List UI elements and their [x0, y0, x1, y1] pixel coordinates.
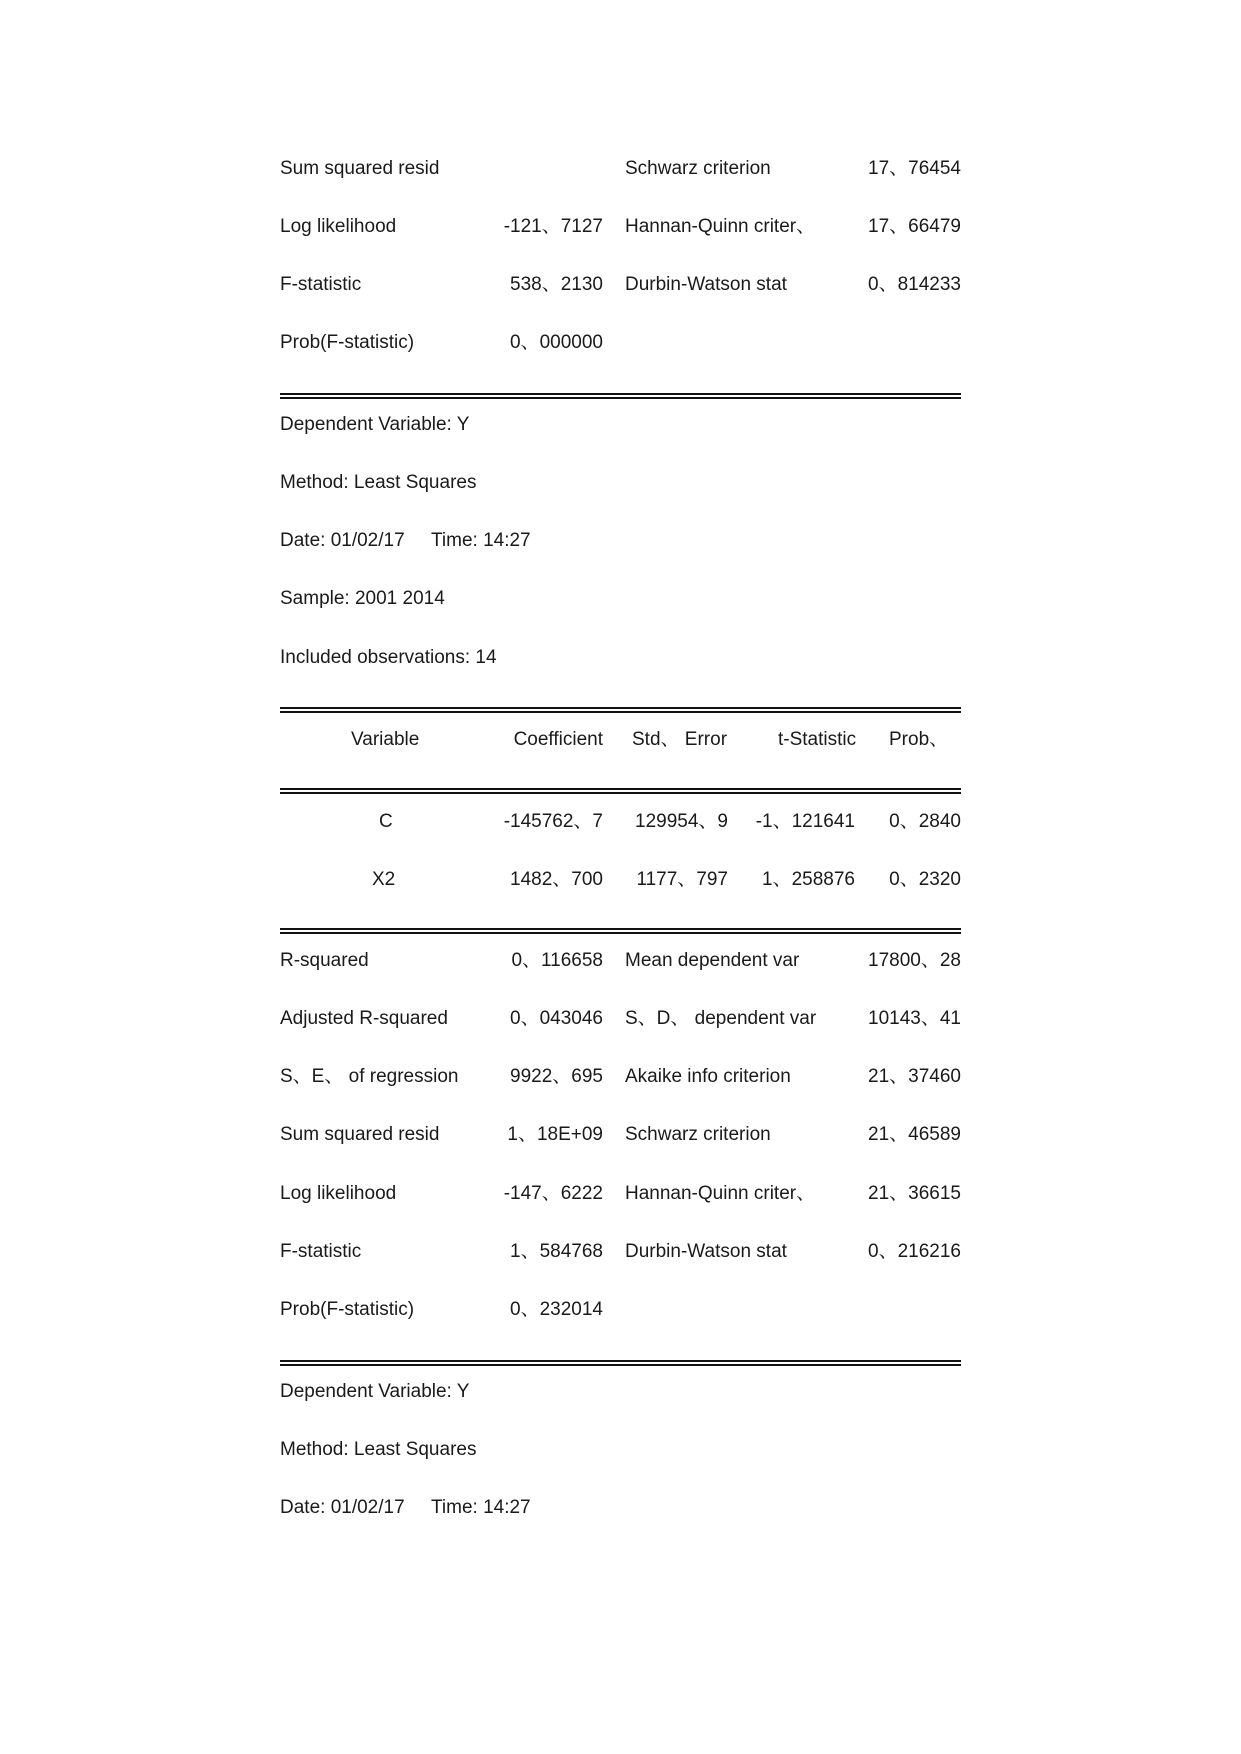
stat-row — [280, 215, 961, 239]
stat-label: Prob(F-statistic) — [280, 1299, 415, 1320]
method: Method: Least Squares — [280, 472, 477, 493]
stat-value: 17、66479 — [868, 216, 961, 237]
stat-row — [280, 1065, 961, 1089]
stat-row — [280, 273, 961, 297]
time: Time: 14:27 — [431, 530, 531, 551]
time: Time: 14:27 — [431, 1497, 531, 1518]
dependent-variable: Dependent Variable: Y — [280, 1381, 470, 1402]
double-rule — [280, 928, 961, 934]
stat-value: 9922、695 — [510, 1066, 603, 1087]
table-row — [280, 810, 961, 834]
stat-value: 0、814233 — [868, 274, 961, 295]
method: Method: Least Squares — [280, 1439, 477, 1460]
stat-value: -121、7127 — [503, 216, 603, 237]
stat-label: Sum squared resid — [280, 1124, 440, 1145]
stat-label: S、D、 dependent var — [625, 1008, 817, 1029]
date-time — [280, 1496, 680, 1520]
double-rule — [280, 393, 961, 399]
stat-label: Adjusted R-squared — [280, 1008, 448, 1029]
stat-row — [280, 1240, 961, 1264]
table-row — [280, 868, 961, 892]
stat-label: Mean dependent var — [625, 950, 800, 971]
stat-label: R-squared — [280, 950, 369, 971]
column-header-coefficient: Coefficient — [513, 729, 603, 750]
stat-row — [280, 1123, 961, 1147]
prob-cell: 0、2320 — [889, 869, 961, 890]
stat-value: 1、18E+09 — [507, 1124, 603, 1145]
dependent-variable: Dependent Variable: Y — [280, 414, 470, 435]
stat-label: Log likelihood — [280, 1183, 397, 1204]
stat-value: -147、6222 — [503, 1183, 603, 1204]
stat-value: 10143、41 — [868, 1008, 961, 1029]
stat-value: 0、000000 — [510, 332, 603, 353]
stat-value: 1、584768 — [510, 1241, 603, 1262]
stat-label: F-statistic — [280, 274, 362, 295]
stat-label: Akaike info criterion — [625, 1066, 791, 1087]
stat-row — [280, 949, 961, 973]
coefficient-cell: 1482、700 — [510, 869, 603, 890]
stat-label: F-statistic — [280, 1241, 362, 1262]
column-header-std-error: Std、 Error — [632, 729, 728, 750]
variable-cell: X2 — [372, 869, 396, 890]
included-observations: Included observations: 14 — [280, 647, 497, 668]
stat-value: 0、216216 — [868, 1241, 961, 1262]
stat-row — [280, 1007, 961, 1031]
date: Date: 01/02/17 — [280, 530, 405, 551]
stat-label: Sum squared resid — [280, 158, 440, 179]
stat-row — [280, 331, 961, 355]
stat-label: Hannan-Quinn criter、 — [625, 216, 816, 237]
stat-label: Hannan-Quinn criter、 — [625, 1183, 816, 1204]
double-rule — [280, 788, 961, 794]
stat-value: 0、232014 — [510, 1299, 603, 1320]
stat-value: 0、116658 — [511, 950, 603, 971]
stat-row — [280, 157, 961, 181]
stat-label: Prob(F-statistic) — [280, 332, 415, 353]
table-header — [280, 728, 961, 752]
sample: Sample: 2001 2014 — [280, 588, 445, 609]
prob-cell: 0、2840 — [889, 811, 961, 832]
stat-row — [280, 1298, 961, 1322]
double-rule — [280, 707, 961, 713]
coefficient-cell: -145762、7 — [503, 811, 603, 832]
stat-label: Schwarz criterion — [625, 158, 771, 179]
stat-row — [280, 1182, 961, 1206]
stat-label: Durbin-Watson stat — [625, 1241, 787, 1262]
double-rule — [280, 1360, 961, 1366]
stat-label: Schwarz criterion — [625, 1124, 771, 1145]
stat-label: Log likelihood — [280, 216, 397, 237]
stat-value: 17、76454 — [868, 158, 961, 179]
stat-value: 21、46589 — [868, 1124, 961, 1145]
column-header-variable: Variable — [351, 729, 420, 750]
t-statistic-cell: 1、258876 — [762, 869, 855, 890]
stat-value: 17800、28 — [868, 950, 961, 971]
stat-label: S、E、 of regression — [280, 1066, 459, 1087]
stat-value: 21、36615 — [868, 1183, 961, 1204]
column-header-t-statistic: t-Statistic — [778, 729, 857, 750]
std-error-cell: 129954、9 — [635, 811, 728, 832]
date-time — [280, 529, 680, 553]
stat-label: Durbin-Watson stat — [625, 274, 787, 295]
t-statistic-cell: -1、121641 — [755, 811, 855, 832]
stat-value: 21、37460 — [868, 1066, 961, 1087]
variable-cell: C — [379, 811, 393, 832]
std-error-cell: 1177、797 — [636, 869, 728, 890]
stat-value: 538、2130 — [510, 274, 603, 295]
stat-value: 0、043046 — [510, 1008, 603, 1029]
date: Date: 01/02/17 — [280, 1497, 405, 1518]
column-header-prob: Prob、 — [889, 729, 949, 750]
